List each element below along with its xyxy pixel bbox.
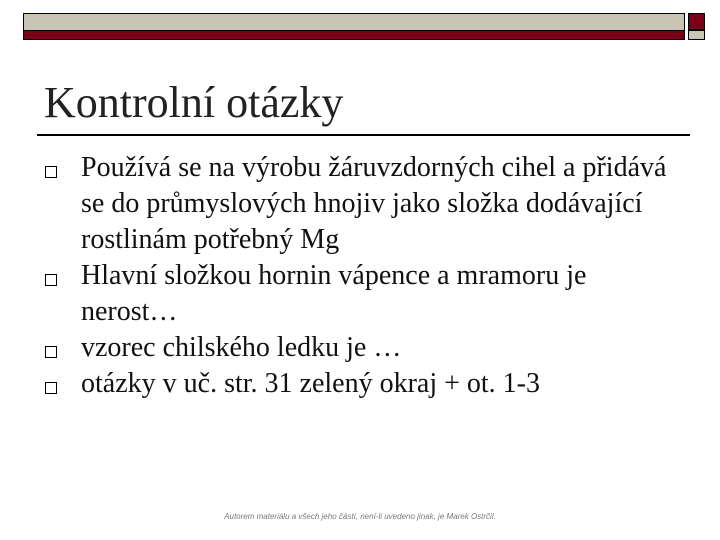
- bullet-item: [45, 150, 685, 258]
- title-divider: [37, 134, 690, 136]
- bullet-text: Používá se na výrobu žáruvzdorných cihel a přidává se do průmyslových hnojiv jako složka dodávající rostlinám potřebný Mg: [81, 152, 667, 255]
- square-bullet-icon: [45, 382, 57, 394]
- slide-title: Kontrolní otázky: [44, 78, 344, 127]
- bullet-text: otázky v uč. str. 31 zelený okraj + ot. 1-3: [81, 368, 541, 399]
- bullet-text: Hlavní složkou hornin vápence a mramoru je nerost…: [81, 260, 587, 327]
- square-bullet-icon: [45, 166, 57, 178]
- bullet-list: [45, 150, 685, 402]
- square-bullet-icon: [45, 274, 57, 286]
- bullet-item: [45, 330, 685, 366]
- header-corner-square-top: [688, 13, 705, 30]
- square-bullet-icon: [45, 346, 57, 358]
- header-corner-square-bottom: [688, 30, 705, 40]
- bullet-item: [45, 366, 685, 402]
- bullet-item: [45, 258, 685, 330]
- bullet-text: vzorec chilského ledku je …: [81, 332, 402, 363]
- author-footer: Autorem materiálu a všech jeho částí, není-li uvedeno jinak, je Marek Ostrčil.: [224, 512, 496, 521]
- header-accent-stripe: [23, 30, 685, 40]
